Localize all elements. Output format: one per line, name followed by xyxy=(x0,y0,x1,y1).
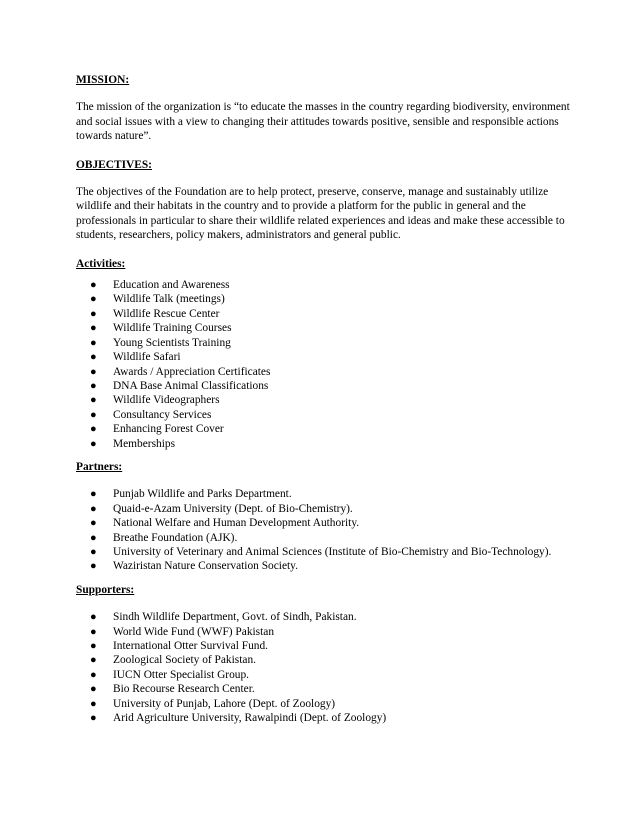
list-item xyxy=(76,336,576,350)
list-item-text: Breathe Foundation (AJK). xyxy=(113,531,238,544)
list-item-text: Waziristan Nature Conservation Society. xyxy=(113,560,298,573)
list-item xyxy=(76,559,576,573)
document-body xyxy=(76,73,576,725)
list-item-text: Awards / Appreciation Certificates xyxy=(113,365,271,378)
list-item xyxy=(76,625,576,639)
list-item xyxy=(76,711,576,725)
list-item-text: Arid Agriculture University, Rawalpindi (Dept. of Zoology) xyxy=(113,712,387,725)
bullet-icon: ● xyxy=(90,560,97,573)
list-item-text: Young Scientists Training xyxy=(113,336,231,349)
bullet-icon: ● xyxy=(90,531,97,544)
list-item xyxy=(76,682,576,696)
list-item-text: Memberships xyxy=(113,437,176,450)
list-item-text: Punjab Wildlife and Parks Department. xyxy=(113,488,292,501)
bullet-icon: ● xyxy=(90,351,97,364)
list-item-text: Bio Recourse Research Center. xyxy=(113,683,255,696)
list-item xyxy=(76,292,576,306)
list-item xyxy=(76,639,576,653)
list-item xyxy=(76,668,576,682)
list-item-text: World Wide Fund (WWF) Pakistan xyxy=(113,625,275,638)
list-item-text: Education and Awareness xyxy=(113,279,230,292)
bullet-icon: ● xyxy=(90,640,97,652)
activities-list xyxy=(76,278,576,451)
list-item xyxy=(76,278,576,292)
list-item-text: University of Veterinary and Animal Sciences (Institute of Bio-Chemistry and Bio-Technology). xyxy=(113,545,552,558)
mission-heading: MISSION: xyxy=(76,74,130,86)
bullet-icon: ● xyxy=(90,502,97,515)
list-item-text: International Otter Survival Fund. xyxy=(113,640,269,652)
bullet-icon: ● xyxy=(90,279,97,292)
bullet-icon: ● xyxy=(90,322,97,335)
bullet-icon: ● xyxy=(90,668,97,681)
bullet-icon: ● xyxy=(90,611,97,624)
supporters-heading: Supporters: xyxy=(76,583,135,596)
bullet-icon: ● xyxy=(90,517,97,530)
list-item-text: Zoological Society of Pakistan. xyxy=(113,654,256,667)
bullet-icon: ● xyxy=(90,293,97,306)
objectives-heading: OBJECTIVES: xyxy=(76,158,152,171)
objectives-text: The objectives of the Foundation are to help protect, preserve, conserve, manage and sustainably utilize wildlife and their habitats in the country and to provide a platform for the public in general and the professionals in particular to share their wildlife related experiences and ideas and make these accessible to students, researchers, policy makers, administrators and general public. xyxy=(76,186,565,242)
bullet-icon: ● xyxy=(90,683,97,696)
bullet-icon: ● xyxy=(90,488,97,501)
bullet-icon: ● xyxy=(90,307,97,320)
bullet-icon: ● xyxy=(90,712,97,725)
list-item xyxy=(76,487,576,501)
list-item xyxy=(76,408,576,422)
list-item xyxy=(76,350,576,364)
list-item xyxy=(76,321,576,335)
list-item-text: DNA Base Animal Classifications xyxy=(113,379,269,392)
list-item xyxy=(76,365,576,379)
mission-text: The mission of the organization is “to educate the masses in the country regarding biodiversity, environment and social issues with a view to changing their attitudes towards positive, sensible and responsible actions towards nature”. xyxy=(76,101,570,143)
supporters-list xyxy=(76,610,576,725)
list-item-text: IUCN Otter Specialist Group. xyxy=(113,668,250,681)
bullet-icon: ● xyxy=(90,408,97,421)
bullet-icon: ● xyxy=(90,394,97,407)
list-item-text: Wildlife Talk (meetings) xyxy=(113,293,225,306)
list-item-text: Wildlife Training Courses xyxy=(113,322,232,335)
list-item xyxy=(76,610,576,624)
partners-heading: Partners: xyxy=(76,460,123,473)
partners-list xyxy=(76,487,576,573)
list-item xyxy=(76,379,576,393)
list-item-text: Wildlife Safari xyxy=(113,351,181,364)
list-item xyxy=(76,545,576,559)
bullet-icon: ● xyxy=(90,365,97,378)
list-item-text: Consultancy Services xyxy=(113,408,212,421)
bullet-icon: ● xyxy=(90,379,97,392)
activities-heading: Activities: xyxy=(76,257,126,270)
list-item xyxy=(76,653,576,667)
list-item-text: National Welfare and Human Development Authority. xyxy=(113,517,360,530)
list-item-text: Quaid-e-Azam University (Dept. of Bio-Chemistry). xyxy=(113,502,353,515)
list-item xyxy=(76,531,576,545)
bullet-icon: ● xyxy=(90,545,97,558)
list-item xyxy=(76,422,576,436)
bullet-icon: ● xyxy=(90,697,97,710)
list-item xyxy=(76,393,576,407)
list-item xyxy=(76,307,576,321)
bullet-icon: ● xyxy=(90,423,97,436)
list-item xyxy=(76,516,576,530)
list-item xyxy=(76,437,576,451)
list-item-text: Sindh Wildlife Department, Govt. of Sindh, Pakistan. xyxy=(113,611,357,624)
list-item-text: Enhancing Forest Cover xyxy=(113,423,224,436)
bullet-icon: ● xyxy=(90,625,97,638)
bullet-icon: ● xyxy=(90,654,97,667)
list-item xyxy=(76,502,576,516)
list-item-text: Wildlife Rescue Center xyxy=(113,307,220,320)
bullet-icon: ● xyxy=(90,437,97,450)
list-item-text: Wildlife Videographers xyxy=(113,394,220,407)
list-item xyxy=(76,697,576,711)
list-item-text: University of Punjab, Lahore (Dept. of Zoology) xyxy=(113,697,336,710)
bullet-icon: ● xyxy=(90,336,97,349)
